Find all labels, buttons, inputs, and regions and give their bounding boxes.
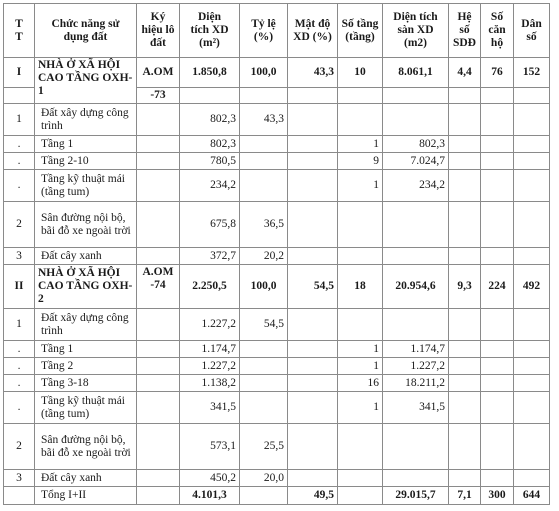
cell-code xyxy=(137,170,180,202)
table-row xyxy=(4,341,550,358)
cell-floors xyxy=(338,248,383,265)
cell-code xyxy=(137,136,180,153)
cell-area: 1.850,8 xyxy=(180,58,240,88)
cell-ratio xyxy=(240,136,288,153)
cell-floors xyxy=(338,104,383,136)
cell-name: Đất cây xanh xyxy=(35,248,137,265)
cell-floors xyxy=(338,88,383,104)
cell-area xyxy=(180,88,240,104)
cell-area: 234,2 xyxy=(180,170,240,202)
cell-land-use-ratio xyxy=(449,341,481,358)
cell-area: 2.250,5 xyxy=(180,265,240,309)
cell-land-use-ratio xyxy=(449,248,481,265)
cell-name: Tổng I+II xyxy=(35,487,137,505)
cell-land-use-ratio xyxy=(449,88,481,104)
cell-area: 341,5 xyxy=(180,392,240,424)
cell-tt: . xyxy=(4,375,35,392)
table-row xyxy=(4,202,550,248)
header-floors: Số tầng (tầng) xyxy=(338,4,383,58)
cell-density: 43,3 xyxy=(288,58,338,88)
cell-density xyxy=(288,136,338,153)
cell-units xyxy=(481,392,514,424)
cell-density xyxy=(288,88,338,104)
cell-name: Đất xây dựng công trình xyxy=(35,104,137,136)
cell-floors: 1 xyxy=(338,341,383,358)
cell-floor-area: 802,3 xyxy=(383,136,449,153)
cell-land-use-ratio xyxy=(449,375,481,392)
cell-density xyxy=(288,248,338,265)
cell-population: 492 xyxy=(514,265,550,309)
cell-code xyxy=(137,341,180,358)
cell-density xyxy=(288,358,338,375)
cell-floors xyxy=(338,202,383,248)
cell-area: 573,1 xyxy=(180,424,240,470)
header-land-use-ratio: Hệ số SDĐ xyxy=(449,4,481,58)
land-use-table xyxy=(3,3,550,505)
table-row xyxy=(4,58,550,88)
cell-ratio xyxy=(240,375,288,392)
cell-floor-area xyxy=(383,202,449,248)
cell-floor-area: 7.024,7 xyxy=(383,153,449,170)
cell-tt: . xyxy=(4,358,35,375)
cell-area: 1.174,7 xyxy=(180,341,240,358)
cell-population xyxy=(514,153,550,170)
cell-tt xyxy=(4,487,35,505)
cell-density xyxy=(288,170,338,202)
header-density: Mật độ XD (%) xyxy=(288,4,338,58)
cell-floor-area: 20.954,6 xyxy=(383,265,449,309)
cell-area: 802,3 xyxy=(180,136,240,153)
table-row xyxy=(4,309,550,341)
cell-code: A.OM -74 xyxy=(137,265,180,309)
cell-floor-area: 29.015,7 xyxy=(383,487,449,505)
cell-density xyxy=(288,202,338,248)
table-row xyxy=(4,470,550,487)
cell-units xyxy=(481,202,514,248)
cell-land-use-ratio xyxy=(449,202,481,248)
table-row xyxy=(4,248,550,265)
cell-area: 1.227,2 xyxy=(180,358,240,375)
table-row xyxy=(4,153,550,170)
cell-name: NHÀ Ở XÃ HỘI CAO TẦNG OXH-2 xyxy=(35,265,137,309)
cell-floors: 1 xyxy=(338,170,383,202)
cell-units xyxy=(481,153,514,170)
cell-land-use-ratio xyxy=(449,153,481,170)
table-row xyxy=(4,265,550,309)
cell-tt: 1 xyxy=(4,309,35,341)
cell-units xyxy=(481,424,514,470)
cell-code xyxy=(137,358,180,375)
cell-name: Tầng kỹ thuật mái (tầng tum) xyxy=(35,170,137,202)
cell-floor-area xyxy=(383,88,449,104)
cell-tt: . xyxy=(4,153,35,170)
cell-floors xyxy=(338,470,383,487)
cell-floors: 10 xyxy=(338,58,383,88)
cell-population: 152 xyxy=(514,58,550,88)
header-units: Số căn hộ xyxy=(481,4,514,58)
cell-tt: I xyxy=(4,58,35,88)
cell-units: 76 xyxy=(481,58,514,88)
cell-tt: 1 xyxy=(4,104,35,136)
table-row-total xyxy=(4,487,550,505)
cell-population xyxy=(514,136,550,153)
cell-ratio: 100,0 xyxy=(240,265,288,309)
cell-floors xyxy=(338,424,383,470)
cell-name: Tầng 2 xyxy=(35,358,137,375)
cell-floor-area: 18.211,2 xyxy=(383,375,449,392)
cell-ratio: 36,5 xyxy=(240,202,288,248)
cell-density xyxy=(288,341,338,358)
cell-tt xyxy=(4,88,35,104)
cell-density: 54,5 xyxy=(288,265,338,309)
cell-ratio xyxy=(240,487,288,505)
cell-area: 1.138,2 xyxy=(180,375,240,392)
cell-ratio: 100,0 xyxy=(240,58,288,88)
cell-code xyxy=(137,487,180,505)
cell-area: 4.101,3 xyxy=(180,487,240,505)
cell-floor-area xyxy=(383,470,449,487)
cell-population xyxy=(514,88,550,104)
cell-floor-area: 341,5 xyxy=(383,392,449,424)
cell-population: 644 xyxy=(514,487,550,505)
cell-land-use-ratio xyxy=(449,309,481,341)
cell-population xyxy=(514,202,550,248)
cell-name: Tầng 1 xyxy=(35,136,137,153)
cell-floor-area xyxy=(383,248,449,265)
header-ratio: Tỷ lệ (%) xyxy=(240,4,288,58)
cell-units xyxy=(481,136,514,153)
header-area: Diện tích XD (m²) xyxy=(180,4,240,58)
cell-density xyxy=(288,375,338,392)
cell-code xyxy=(137,392,180,424)
cell-name: Đất cây xanh xyxy=(35,470,137,487)
cell-floors: 1 xyxy=(338,392,383,424)
cell-ratio xyxy=(240,170,288,202)
cell-name: Sân đường nội bộ, bãi đỗ xe ngoài trời xyxy=(35,202,137,248)
cell-code xyxy=(137,153,180,170)
cell-population xyxy=(514,248,550,265)
cell-area: 372,7 xyxy=(180,248,240,265)
cell-density: 49,5 xyxy=(288,487,338,505)
cell-area: 450,2 xyxy=(180,470,240,487)
cell-units xyxy=(481,170,514,202)
cell-land-use-ratio: 4,4 xyxy=(449,58,481,88)
cell-floor-area: 234,2 xyxy=(383,170,449,202)
cell-tt: . xyxy=(4,136,35,153)
cell-population xyxy=(514,375,550,392)
cell-area: 802,3 xyxy=(180,104,240,136)
cell-tt: 3 xyxy=(4,470,35,487)
cell-land-use-ratio xyxy=(449,470,481,487)
cell-tt: 2 xyxy=(4,202,35,248)
cell-tt: 3 xyxy=(4,248,35,265)
cell-density xyxy=(288,153,338,170)
cell-ratio: 54,5 xyxy=(240,309,288,341)
cell-floors xyxy=(338,309,383,341)
header-floor-area: Diện tích sàn XD (m2) xyxy=(383,4,449,58)
cell-floors: 1 xyxy=(338,136,383,153)
cell-ratio xyxy=(240,153,288,170)
cell-tt: 2 xyxy=(4,424,35,470)
cell-density xyxy=(288,309,338,341)
table-row xyxy=(4,358,550,375)
cell-floor-area xyxy=(383,424,449,470)
cell-land-use-ratio: 7,1 xyxy=(449,487,481,505)
cell-code xyxy=(137,248,180,265)
cell-floor-area xyxy=(383,104,449,136)
cell-ratio: 43,3 xyxy=(240,104,288,136)
cell-code xyxy=(137,375,180,392)
cell-units xyxy=(481,358,514,375)
cell-population xyxy=(514,392,550,424)
header-row xyxy=(4,4,550,58)
table-row xyxy=(4,136,550,153)
cell-area: 1.227,2 xyxy=(180,309,240,341)
header-tt: T T xyxy=(4,4,35,58)
cell-name: Tầng kỹ thuật mái (tầng tum) xyxy=(35,392,137,424)
cell-ratio: 20,0 xyxy=(240,470,288,487)
header-population: Dân số xyxy=(514,4,550,58)
cell-floor-area xyxy=(383,309,449,341)
cell-land-use-ratio xyxy=(449,424,481,470)
cell-floor-area: 8.061,1 xyxy=(383,58,449,88)
cell-land-use-ratio xyxy=(449,136,481,153)
cell-units xyxy=(481,470,514,487)
cell-land-use-ratio xyxy=(449,358,481,375)
table-row xyxy=(4,375,550,392)
cell-units xyxy=(481,104,514,136)
cell-code xyxy=(137,104,180,136)
header-function: Chức năng sử dụng đất xyxy=(35,4,137,58)
cell-population xyxy=(514,170,550,202)
cell-name: Tầng 1 xyxy=(35,341,137,358)
cell-code: -73 xyxy=(137,88,180,104)
cell-floor-area: 1.174,7 xyxy=(383,341,449,358)
header-lot-code: Ký hiệu lô đất xyxy=(137,4,180,58)
cell-tt: . xyxy=(4,392,35,424)
cell-land-use-ratio xyxy=(449,392,481,424)
cell-ratio xyxy=(240,341,288,358)
cell-ratio xyxy=(240,358,288,375)
cell-code xyxy=(137,202,180,248)
cell-name: NHÀ Ở XÃ HỘI CAO TẦNG OXH-1 xyxy=(35,58,137,104)
cell-ratio: 25,5 xyxy=(240,424,288,470)
cell-name: Tầng 3-18 xyxy=(35,375,137,392)
cell-name: Đất xây dựng công trình xyxy=(35,309,137,341)
cell-area: 780,5 xyxy=(180,153,240,170)
cell-floors: 16 xyxy=(338,375,383,392)
cell-population xyxy=(514,424,550,470)
table-row xyxy=(4,170,550,202)
cell-floors: 18 xyxy=(338,265,383,309)
cell-land-use-ratio: 9,3 xyxy=(449,265,481,309)
cell-units xyxy=(481,375,514,392)
cell-population xyxy=(514,309,550,341)
cell-density xyxy=(288,424,338,470)
table-row xyxy=(4,392,550,424)
cell-floor-area: 1.227,2 xyxy=(383,358,449,375)
cell-code: A.OM xyxy=(137,58,180,88)
cell-tt: . xyxy=(4,170,35,202)
cell-area: 675,8 xyxy=(180,202,240,248)
table-row xyxy=(4,104,550,136)
cell-population xyxy=(514,341,550,358)
cell-ratio xyxy=(240,392,288,424)
land-use-table-container xyxy=(3,3,550,505)
cell-ratio: 20,2 xyxy=(240,248,288,265)
cell-code xyxy=(137,309,180,341)
cell-units xyxy=(481,248,514,265)
cell-units xyxy=(481,309,514,341)
cell-population xyxy=(514,470,550,487)
table-row xyxy=(4,424,550,470)
cell-land-use-ratio xyxy=(449,170,481,202)
cell-land-use-ratio xyxy=(449,104,481,136)
cell-density xyxy=(288,470,338,487)
cell-tt: II xyxy=(4,265,35,309)
cell-density xyxy=(288,392,338,424)
cell-tt: . xyxy=(4,341,35,358)
cell-name: Sân đường nội bộ, bãi đỗ xe ngoài trời xyxy=(35,424,137,470)
cell-floors: 9 xyxy=(338,153,383,170)
cell-name: Tầng 2-10 xyxy=(35,153,137,170)
cell-units: 300 xyxy=(481,487,514,505)
cell-population xyxy=(514,358,550,375)
cell-units: 224 xyxy=(481,265,514,309)
cell-floors xyxy=(338,487,383,505)
cell-density xyxy=(288,104,338,136)
cell-code xyxy=(137,470,180,487)
cell-population xyxy=(514,104,550,136)
cell-floors: 1 xyxy=(338,358,383,375)
cell-units xyxy=(481,88,514,104)
cell-ratio xyxy=(240,88,288,104)
cell-units xyxy=(481,341,514,358)
cell-code xyxy=(137,424,180,470)
